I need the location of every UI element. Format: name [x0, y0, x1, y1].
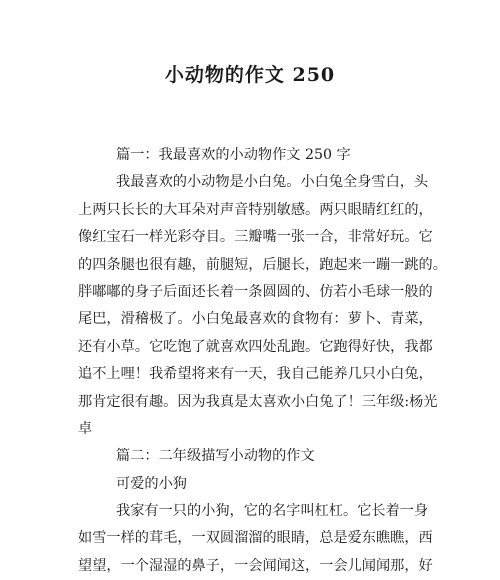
- text-line: 如雪一样的茸毛，一双圆溜溜的眼睛，总是爱东瞧瞧，西: [78, 530, 433, 547]
- text-line: 那肯定很有趣。因为我真是太喜欢小白兔了！三年级:杨光: [78, 393, 438, 410]
- document-title: 小动物的作文 250: [164, 64, 336, 86]
- text-line: 我最喜欢的小动物是小白兔。小白兔全身雪白，头: [116, 174, 429, 191]
- text-line: 卓: [78, 420, 93, 437]
- text-line: 尾巴，滑稽极了。小白兔最喜欢的食物有：萝卜、青菜，: [78, 311, 433, 328]
- text-line: 篇二：二年级描写小动物的作文: [116, 448, 315, 465]
- text-line: 上两只长长的大耳朵对声音特别敏感。两只眼睛红红的，: [78, 201, 433, 218]
- text-line: 胖嘟嘟的身子后面还长着一条圆圆的、仿若小毛球一般的: [78, 283, 433, 300]
- text-line: 像红宝石一样光彩夺目。三瓣嘴一张一合，非常好玩。它: [78, 229, 433, 246]
- text-line: 我家有一只的小狗，它的名字叫杠杠。它长着一身: [116, 503, 429, 520]
- text-line: 追不上哩！我希望将来有一天，我自己能养几只小白兔，: [78, 366, 433, 383]
- text-line: 还有小草。它吃饱了就喜欢四处乱跑。它跑得好快，我都: [78, 338, 433, 355]
- document-body: [78, 142, 447, 580]
- text-line: 可爱的小狗: [116, 475, 187, 492]
- text-line: 的四条腿也很有趣，前腿短，后腿长，跑起来一蹦一跳的。: [78, 256, 447, 273]
- text-line: 篇一：我最喜欢的小动物作文 250 字: [116, 147, 351, 163]
- text-line: 望望，一个湿湿的鼻子，一会闻闻这，一会儿闻闻那，好: [78, 557, 433, 574]
